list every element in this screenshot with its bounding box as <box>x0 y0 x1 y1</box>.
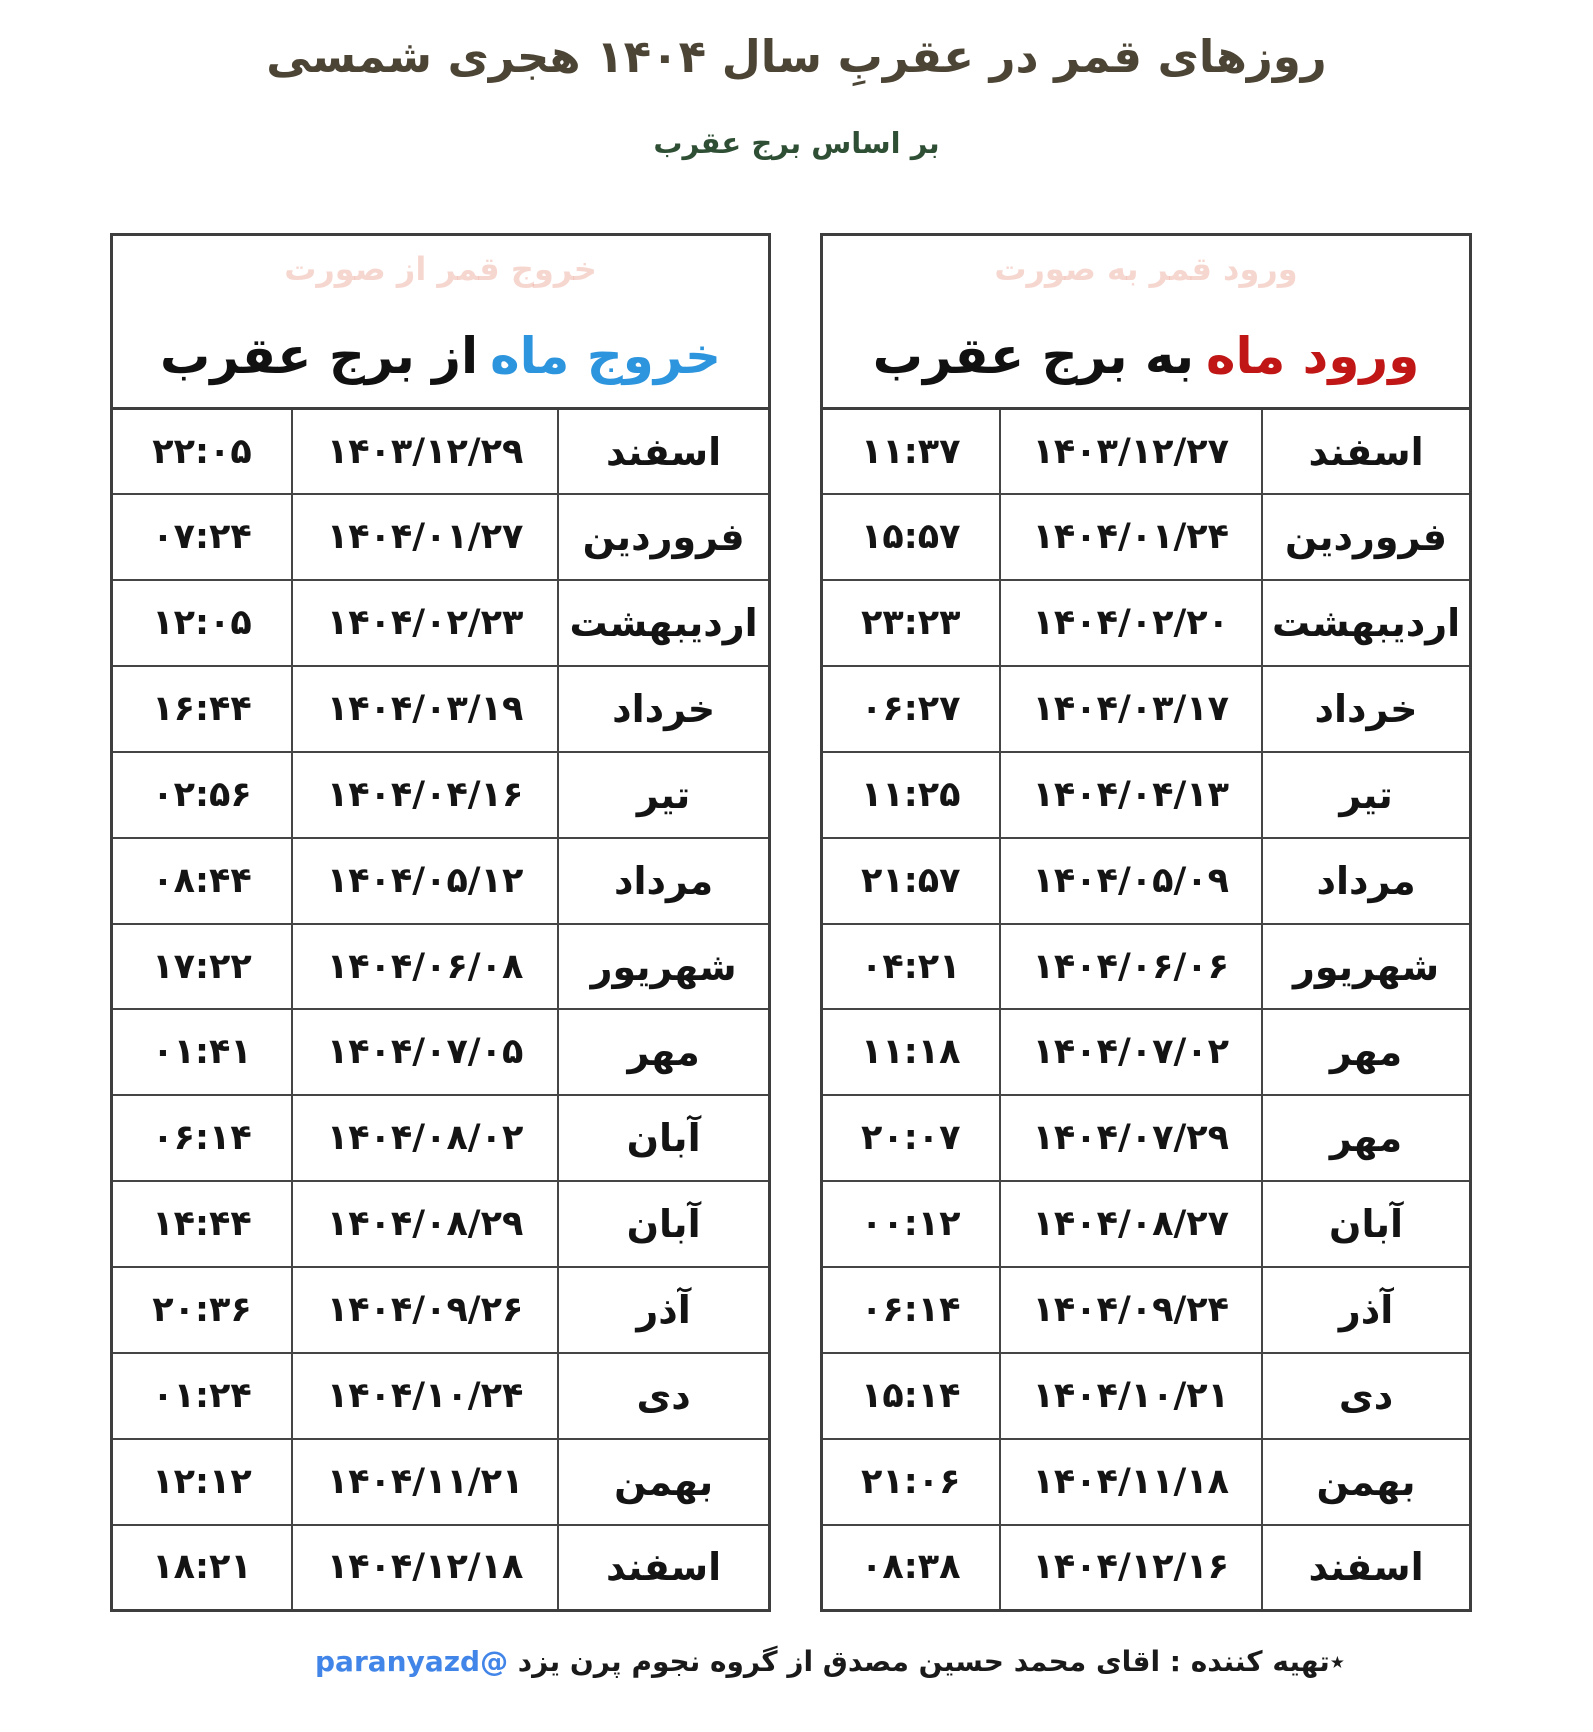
month-cell: فروردین <box>1262 494 1469 580</box>
date-cell: ۱۴۰۴/۰۲/۲۳ <box>292 580 558 666</box>
table-row <box>823 752 1469 838</box>
table-row <box>823 1439 1469 1525</box>
month-cell: دی <box>1262 1353 1469 1439</box>
month-cell: خرداد <box>558 666 768 752</box>
time-cell: ۰۱:۲۴ <box>113 1353 292 1439</box>
time-cell: ۰۶:۲۷ <box>823 666 1000 752</box>
table-row <box>113 580 768 666</box>
month-cell: آذر <box>1262 1267 1469 1353</box>
exit-watermark-text: خروج قمر از صورت <box>284 250 597 288</box>
table-row <box>823 494 1469 580</box>
month-cell: شهریور <box>1262 924 1469 1010</box>
time-cell: ۱۲:۰۵ <box>113 580 292 666</box>
month-cell: آذر <box>558 1267 768 1353</box>
entry-table-header <box>823 236 1469 410</box>
month-cell: اردیبهشت <box>558 580 768 666</box>
month-cell: فروردین <box>558 494 768 580</box>
table-row <box>113 1267 768 1353</box>
time-cell: ۱۱:۲۵ <box>823 752 1000 838</box>
table-row <box>113 1525 768 1609</box>
date-cell: ۱۴۰۴/۰۴/۱۶ <box>292 752 558 838</box>
time-cell: ۱۵:۵۷ <box>823 494 1000 580</box>
month-cell: مهر <box>1262 1095 1469 1181</box>
time-cell: ۱۱:۳۷ <box>823 410 1000 494</box>
time-cell: ۱۲:۱۲ <box>113 1439 292 1525</box>
date-cell: ۱۴۰۴/۱۲/۱۸ <box>292 1525 558 1609</box>
table-row <box>113 1181 768 1267</box>
date-cell: ۱۴۰۴/۰۷/۲۹ <box>1000 1095 1263 1181</box>
table-row <box>823 410 1469 494</box>
month-cell: خرداد <box>1262 666 1469 752</box>
month-cell: آبان <box>1262 1181 1469 1267</box>
date-cell: ۱۴۰۴/۰۴/۱۳ <box>1000 752 1263 838</box>
page-title: روزهای قمر در عقربِ سال ۱۴۰۴ هجری شمسی <box>266 30 1327 83</box>
table-row <box>113 838 768 924</box>
date-cell: ۱۴۰۳/۱۲/۲۷ <box>1000 410 1263 494</box>
month-cell: دی <box>558 1353 768 1439</box>
table-row <box>113 1353 768 1439</box>
time-cell: ۱۵:۱۴ <box>823 1353 1000 1439</box>
entry-watermark-text: ورود قمر به صورت <box>994 250 1298 288</box>
time-cell: ۲۳:۲۳ <box>823 580 1000 666</box>
month-cell: تیر <box>558 752 768 838</box>
date-cell: ۱۴۰۴/۱۱/۱۸ <box>1000 1439 1263 1525</box>
entry-table <box>823 410 1469 1609</box>
time-cell: ۱۶:۴۴ <box>113 666 292 752</box>
exit-table-section <box>110 233 771 1612</box>
entry-table-section <box>820 233 1472 1612</box>
date-cell: ۱۴۰۴/۰۷/۰۲ <box>1000 1009 1263 1095</box>
month-cell: مرداد <box>558 838 768 924</box>
month-cell: مهر <box>1262 1009 1469 1095</box>
table-row <box>113 1095 768 1181</box>
table-row <box>113 752 768 838</box>
table-row <box>823 666 1469 752</box>
time-cell: ۲۱:۰۶ <box>823 1439 1000 1525</box>
date-cell: ۱۴۰۴/۰۳/۱۹ <box>292 666 558 752</box>
date-cell: ۱۴۰۴/۰۶/۰۶ <box>1000 924 1263 1010</box>
time-cell: ۲۰:۳۶ <box>113 1267 292 1353</box>
table-row <box>823 1525 1469 1609</box>
time-cell: ۱۷:۲۲ <box>113 924 292 1010</box>
time-cell: ۰۷:۲۴ <box>113 494 292 580</box>
date-cell: ۱۴۰۴/۰۳/۱۷ <box>1000 666 1263 752</box>
date-cell: ۱۴۰۴/۰۸/۲۷ <box>1000 1181 1263 1267</box>
month-cell: اسفند <box>558 410 768 494</box>
date-cell: ۱۴۰۴/۰۱/۲۷ <box>292 494 558 580</box>
time-cell: ۰۰:۱۲ <box>823 1181 1000 1267</box>
date-cell: ۱۴۰۴/۱۰/۲۱ <box>1000 1353 1263 1439</box>
table-row <box>113 1009 768 1095</box>
credit-text: ٭تهیه کننده : اقای محمد حسین مصدق از گروه نجوم پرن یزد <box>508 1645 1345 1678</box>
page-subtitle: بر اساس برج عقرب <box>653 126 940 160</box>
date-cell: ۱۴۰۴/۰۸/۰۲ <box>292 1095 558 1181</box>
time-cell: ۰۲:۵۶ <box>113 752 292 838</box>
month-cell: مهر <box>558 1009 768 1095</box>
date-cell: ۱۴۰۴/۱۰/۲۴ <box>292 1353 558 1439</box>
date-cell: ۱۴۰۴/۰۲/۲۰ <box>1000 580 1263 666</box>
date-cell: ۱۴۰۴/۰۵/۰۹ <box>1000 838 1263 924</box>
date-cell: ۱۴۰۴/۰۹/۲۴ <box>1000 1267 1263 1353</box>
time-cell: ۰۸:۳۸ <box>823 1525 1000 1609</box>
time-cell: ۱۸:۲۱ <box>113 1525 292 1609</box>
time-cell: ۲۲:۰۵ <box>113 410 292 494</box>
date-cell: ۱۴۰۴/۰۷/۰۵ <box>292 1009 558 1095</box>
credit-footer <box>315 1645 1345 1678</box>
time-cell: ۰۸:۴۴ <box>113 838 292 924</box>
date-cell: ۱۴۰۴/۱۱/۲۱ <box>292 1439 558 1525</box>
table-row <box>113 924 768 1010</box>
time-cell: ۲۰:۰۷ <box>823 1095 1000 1181</box>
month-cell: مرداد <box>1262 838 1469 924</box>
time-cell: ۰۱:۴۱ <box>113 1009 292 1095</box>
table-row <box>823 580 1469 666</box>
date-cell: ۱۴۰۴/۰۶/۰۸ <box>292 924 558 1010</box>
table-row <box>113 494 768 580</box>
time-cell: ۰۶:۱۴ <box>823 1267 1000 1353</box>
entry-title-accent: ورود ماه <box>1206 327 1420 385</box>
month-cell: بهمن <box>558 1439 768 1525</box>
table-row <box>113 1439 768 1525</box>
time-cell: ۱۴:۴۴ <box>113 1181 292 1267</box>
table-row <box>823 1009 1469 1095</box>
date-cell: ۱۴۰۴/۰۸/۲۹ <box>292 1181 558 1267</box>
telegram-handle: @paranyazd <box>315 1645 509 1678</box>
month-cell: اسفند <box>558 1525 768 1609</box>
exit-title-rest: از برج عقرب <box>159 327 479 385</box>
table-row <box>823 1095 1469 1181</box>
date-cell: ۱۴۰۴/۰۹/۲۶ <box>292 1267 558 1353</box>
table-row <box>113 410 768 494</box>
time-cell: ۰۶:۱۴ <box>113 1095 292 1181</box>
month-cell: اسفند <box>1262 410 1469 494</box>
month-cell: اسفند <box>1262 1525 1469 1609</box>
exit-table-header <box>113 236 768 410</box>
table-row <box>823 1353 1469 1439</box>
date-cell: ۱۴۰۴/۰۵/۱۲ <box>292 838 558 924</box>
table-row <box>823 924 1469 1010</box>
month-cell: آبان <box>558 1181 768 1267</box>
time-cell: ۰۴:۲۱ <box>823 924 1000 1010</box>
exit-table <box>113 410 768 1609</box>
exit-title-accent: خروج ماه <box>490 327 722 385</box>
month-cell: بهمن <box>1262 1439 1469 1525</box>
date-cell: ۱۴۰۳/۱۲/۲۹ <box>292 410 558 494</box>
table-row <box>823 1267 1469 1353</box>
month-cell: شهریور <box>558 924 768 1010</box>
date-cell: ۱۴۰۴/۰۱/۲۴ <box>1000 494 1263 580</box>
time-cell: ۲۱:۵۷ <box>823 838 1000 924</box>
table-row <box>823 838 1469 924</box>
table-row <box>113 666 768 752</box>
entry-title-rest: به برج عقرب <box>872 327 1195 385</box>
time-cell: ۱۱:۱۸ <box>823 1009 1000 1095</box>
month-cell: اردیبهشت <box>1262 580 1469 666</box>
date-cell: ۱۴۰۴/۱۲/۱۶ <box>1000 1525 1263 1609</box>
month-cell: آبان <box>558 1095 768 1181</box>
month-cell: تیر <box>1262 752 1469 838</box>
table-row <box>823 1181 1469 1267</box>
